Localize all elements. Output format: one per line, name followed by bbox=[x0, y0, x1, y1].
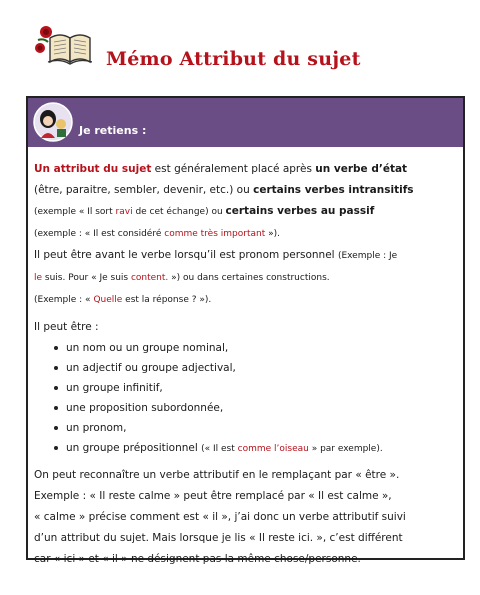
example-highlight: content. bbox=[130, 273, 169, 283]
teacher-avatar-icon bbox=[33, 102, 73, 142]
example-highlight: comme très important bbox=[164, 229, 266, 239]
text: (être, paraitre, sembler, devenir, etc.) ou bbox=[34, 184, 254, 196]
memo-card bbox=[26, 96, 465, 565]
recognition-paragraph bbox=[34, 465, 457, 570]
forms-list bbox=[34, 338, 457, 459]
text: « calme » précise comment est « il », j’ai donc un verbe attributif suivi bbox=[34, 511, 406, 523]
text-bold: certains verbes intransitifs bbox=[253, 184, 414, 196]
text-bold: un verbe d’état bbox=[315, 163, 408, 175]
example-text: (« Il est bbox=[201, 444, 238, 454]
text: Exemple : « Il reste calme » peut être remplacé par « Il est calme », bbox=[34, 490, 392, 502]
example-highlight: comme l’oiseau bbox=[237, 444, 309, 454]
text: est généralement placé après bbox=[151, 163, 316, 175]
list-item: un groupe infinitif, bbox=[66, 378, 457, 398]
example-text: (exemple « Il sort bbox=[34, 207, 116, 217]
example-text: » par exemple). bbox=[308, 444, 383, 454]
definition-paragraph bbox=[34, 159, 457, 245]
example-text: (Exemple : Je bbox=[337, 251, 398, 261]
card-header bbox=[28, 98, 463, 147]
list-item: un pronom, bbox=[66, 418, 457, 438]
example-highlight: le bbox=[34, 273, 43, 283]
term-highlight: Un attribut du sujet bbox=[34, 163, 152, 175]
example-text: (Exemple : « bbox=[34, 295, 94, 305]
open-book-with-roses-icon bbox=[34, 22, 92, 68]
card-content bbox=[28, 147, 463, 570]
list-item: un adjectif ou groupe adjectival, bbox=[66, 358, 457, 378]
text: un groupe prépositionnel bbox=[66, 442, 202, 454]
list-intro: Il peut être : bbox=[34, 321, 99, 333]
example-highlight: Quelle bbox=[93, 295, 123, 305]
text: car « ici » et « il » ne désignent pas la même chose/personne. bbox=[34, 553, 361, 565]
text: d’un attribut du sujet. Mais lorsque je lis « Il reste ici. », c’est différent bbox=[34, 532, 403, 544]
card-header-label: Je retiens : bbox=[79, 124, 147, 137]
example-text: ») ou dans certaines constructions. bbox=[168, 273, 330, 283]
list-item: une proposition subordonnée, bbox=[66, 398, 457, 418]
example-text: (exemple : « Il est considéré bbox=[34, 229, 165, 239]
text: Il peut être avant le verbe lorsqu’il est pronom personnel bbox=[34, 249, 338, 261]
example-text: suis. Pour « Je suis bbox=[42, 273, 131, 283]
text: On peut reconnaître un verbe attributif en le remplaçant par « être ». bbox=[34, 469, 400, 481]
example-highlight: ravi bbox=[115, 207, 133, 217]
position-paragraph bbox=[34, 245, 457, 311]
page-header bbox=[34, 22, 454, 72]
page-title: Mémo Attribut du sujet bbox=[106, 48, 361, 70]
list-item: un nom ou un groupe nominal, bbox=[66, 338, 457, 358]
example-text: »). bbox=[265, 229, 280, 239]
example-text: est la réponse ? »). bbox=[122, 295, 212, 305]
text-bold: certains verbes au passif bbox=[225, 205, 375, 217]
example-text: de cet échange) ou bbox=[132, 207, 226, 217]
list-item bbox=[66, 438, 457, 459]
